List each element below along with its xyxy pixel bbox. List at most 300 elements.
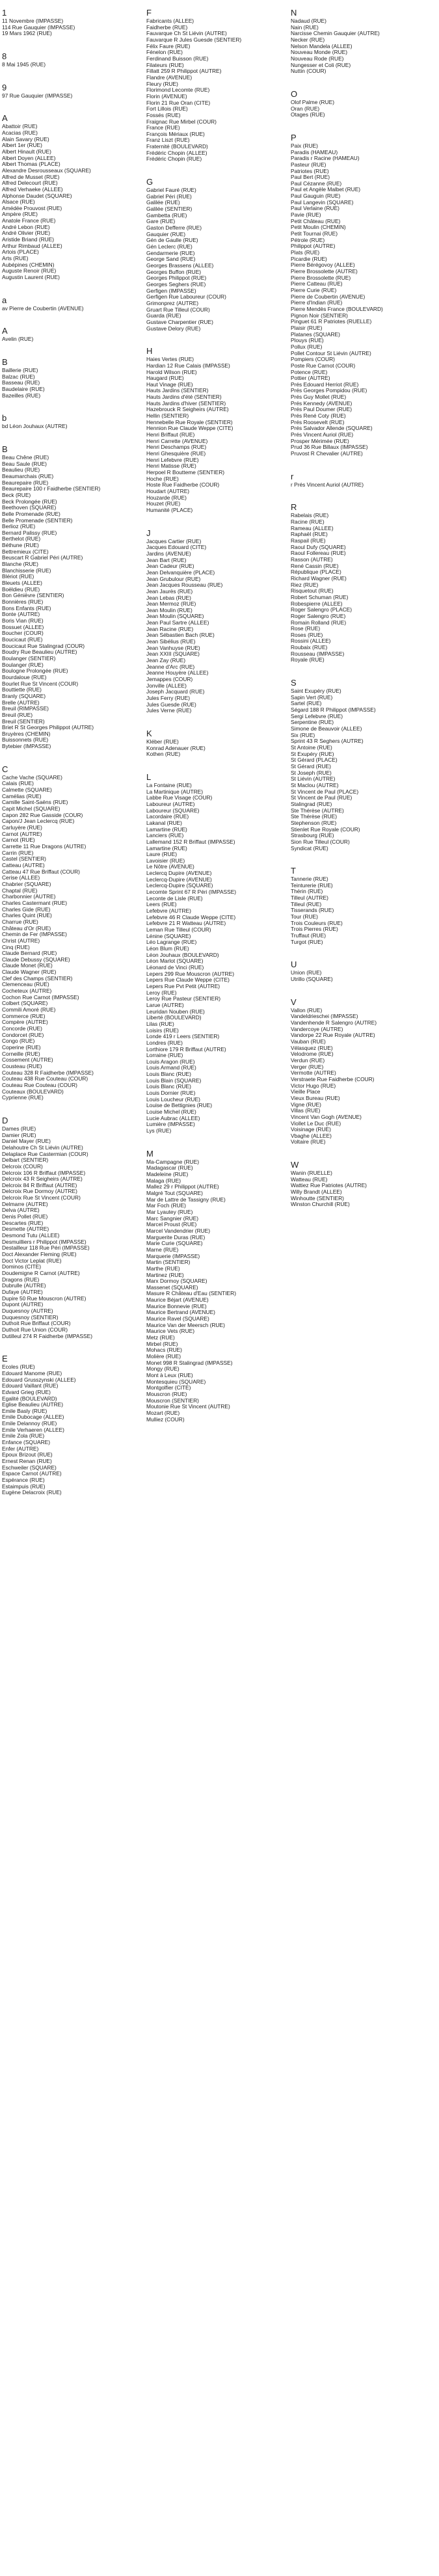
street-entry: Vandorpe 22 Rue Royale (AUTRE) (291, 1032, 375, 1039)
section-letter-heading: H (146, 346, 153, 356)
street-entry: Boris Vian (RUE) (2, 618, 44, 624)
street-entry: Destailleur 118 Rue Péri (IMPASSE) (2, 1245, 90, 1252)
street-entry: Breuil (RIMPASSE) (2, 706, 49, 712)
street-entry: Mar Foch (RUE) (146, 1203, 186, 1209)
index-column-2 (146, 8, 286, 1437)
street-entry: Franz Liszt (RUE) (146, 137, 190, 144)
street-entry: Paradis r Racine (HAMEAU) (291, 155, 360, 162)
street-entry: Galilée (RUE) (146, 200, 180, 206)
street-entry: Corneille (RUE) (2, 1051, 40, 1057)
street-entry: Pompiers (COUR) (291, 356, 335, 363)
street-entry: Vermotte (AUTRE) (291, 1070, 336, 1077)
street-entry: Duthoit Rue Union (COUR) (2, 1326, 68, 1333)
street-entry: Damier (RUE) (2, 1132, 36, 1138)
street-entry: Nadaud (RUE) (291, 18, 326, 24)
letter-section (146, 528, 286, 714)
street-entry: Truffaut (RUE) (291, 933, 326, 939)
street-entry: Couteau 438 Rue Couteau (COUR) (2, 1076, 88, 1082)
street-entry: Chaptal (RUE) (2, 887, 38, 894)
street-entry: Charrue (RUE) (2, 919, 38, 925)
street-entry: Balzac (RUE) (2, 373, 35, 380)
street-entry: Beethoven (SQUARE) (2, 505, 57, 511)
street-entry: Plats (RUE) (291, 250, 320, 256)
street-entry: Carnot (AUTRE) (2, 831, 42, 837)
street-entry: Eugène Delacroix (RUE) (2, 1490, 62, 1496)
street-entry: Willy Brandt (ALLEE) (291, 1189, 342, 1196)
street-entry: Malgré Tout (SQUARE) (146, 1190, 203, 1196)
street-entry: Winhoutte (SENTIER) (291, 1195, 344, 1201)
street-entry: Prosper Mérimée (RUE) (291, 438, 349, 444)
street-entry: Alsace (RUE) (2, 199, 35, 206)
street-entry: Béthune (RUE) (2, 543, 39, 549)
street-entry: Gustave Charpentier (RUE) (146, 319, 213, 325)
street-entry: Louis Dornier (RUE) (146, 1090, 196, 1097)
street-entry: Richard Wagner (RUE) (291, 575, 347, 582)
street-entry: Delmarre (AUTRE) (2, 1201, 48, 1207)
street-entry: Vincent Van Gogh (AVENUE) (291, 1114, 362, 1120)
street-entry: 97 Rue Gauquier (IMPASSE) (2, 92, 73, 99)
section-letter-heading: a (2, 295, 7, 305)
street-entry: Riez (RUE) (291, 582, 319, 588)
street-entry: Leers (RUE) (146, 902, 177, 908)
street-entry: Espace Carnot (AUTRE) (2, 1471, 62, 1477)
street-entry: Couteau 328 R Faidherbe (IMPASSE) (2, 1069, 94, 1076)
street-entry: Hoste Rue Faidherbe (COUR) (146, 482, 220, 489)
street-entry: Sergi Lefebvre (RUE) (291, 713, 343, 719)
street-entry: Léonard de Vinci (RUE) (146, 964, 204, 971)
street-entry: Hardian 12 Rue Calais (IMPASSE) (146, 362, 230, 369)
street-entry: Tilleul (AUTRE) (291, 895, 328, 902)
street-entry: Lefebvre 21 R Watteau (AUTRE) (146, 920, 226, 927)
street-entry: Mouscron (SENTIER) (146, 1397, 199, 1404)
street-entry: Basseau (RUE) (2, 380, 40, 386)
street-entry: André Olivier (RUE) (2, 230, 50, 237)
street-entry: Léon Blum (RUE) (146, 946, 189, 952)
street-entry: Gustave Delory (RUE) (146, 325, 201, 332)
street-entry: Jean Sibélius (RUE) (146, 639, 196, 645)
street-entry: Emile Basly (RUE) (2, 1408, 47, 1414)
street-entry: Prés Vincent Auriol (RUE) (291, 432, 354, 438)
section-letter-heading: T (291, 866, 296, 876)
street-entry: Mongy (RUE) (146, 1366, 180, 1373)
street-entry: Bons Enfants (RUE) (2, 605, 51, 611)
street-entry: Eglise Beaulieu (AUTRE) (2, 1402, 64, 1408)
street-entry: Paul Bert (RUE) (291, 174, 330, 181)
street-entry: Paradis (HAMEAU) (291, 149, 338, 155)
street-entry: Calais (RUE) (2, 781, 34, 787)
street-entry: Dutilleul 274 R Faidherbe (IMPASSE) (2, 1333, 93, 1339)
street-entry: Artois (PLACE) (2, 249, 39, 256)
street-entry: Alphonse Daudet (SQUARE) (2, 193, 72, 199)
street-entry: Trois Pierres (RUE) (291, 926, 338, 933)
street-entry: Paul Cézanne (RUE) (291, 180, 342, 187)
street-entry: Lanciers (RUE) (146, 833, 184, 839)
street-entry: Louise Michel (RUE) (146, 1109, 196, 1116)
street-entry: Gambetta (RUE) (146, 212, 187, 219)
street-entry: Raoul Dufy (SQUARE) (291, 544, 346, 550)
street-entry: Montesquieu (SQUARE) (146, 1378, 206, 1385)
street-entry: Le Nôtre (AVENUE) (146, 864, 194, 870)
street-entry: Berlioz (RUE) (2, 524, 36, 530)
street-entry: Lacordaire (RUE) (146, 814, 189, 820)
street-entry: Rose (RUE) (291, 626, 321, 632)
street-entry: Prés Edouard Herriot (RUE) (291, 381, 359, 388)
street-entry: Commili Amoré (RUE) (2, 1007, 56, 1013)
street-entry: Hoche (RUE) (146, 476, 179, 482)
street-entry: Pierre Brossolette (RUE) (291, 275, 351, 281)
street-entry: Madeleine (RUE) (146, 1172, 189, 1177)
street-entry: Gendarmerie (RUE) (146, 250, 195, 256)
street-entry: Blériot (RUE) (2, 574, 34, 580)
street-entry: Cossement (AUTRE) (2, 1057, 53, 1064)
street-entry: Prud 36 Rue Billaux (IMPASSE) (291, 444, 368, 451)
street-entry: Jean Racine (RUE) (146, 626, 194, 632)
street-entry: Cyprienne (RUE) (2, 1095, 44, 1101)
street-entry: Florimond Lecomte (RUE) (146, 87, 210, 94)
street-entry: Sion Rue Tilleul (COUR) (291, 839, 350, 845)
street-entry: Villas (RUE) (291, 1108, 321, 1114)
street-entry: Catteau (AUTRE) (2, 862, 45, 868)
street-entry: Plaisir (RUE) (291, 325, 323, 331)
street-entry: Viollet Le Duc (RUE) (291, 1120, 341, 1127)
street-entry: Camélias (RUE) (2, 793, 42, 799)
street-entry: Condorcet (RUE) (2, 1032, 44, 1038)
section-letter-heading: P (291, 132, 297, 142)
street-entry: Henri Carrette (AVENUE) (146, 438, 208, 444)
street-entry: Wattiez Rue Patriotes (AUTRE) (291, 1183, 367, 1189)
street-entry: Mar de Lattre de Tassigny (RUE) (146, 1196, 226, 1203)
street-entry: Delcroix Rue Dormoy (AUTRE) (2, 1188, 77, 1195)
street-entry: Carluyère (RUE) (2, 825, 42, 831)
street-entry: Albert Doyen (ALLEE) (2, 155, 56, 161)
street-entry: Tour (RUE) (291, 914, 318, 920)
street-entry: Congo (RUE) (2, 1038, 35, 1045)
street-entry: Claude Wagner (RUE) (2, 969, 57, 976)
street-entry: Hauts Jardins (SENTIER) (146, 388, 209, 394)
street-entry: Marcel Proust (RUE) (146, 1222, 197, 1228)
street-entry: Louise de Bettignies (RUE) (146, 1103, 213, 1109)
section-letter-heading: B (2, 444, 8, 454)
street-entry: Hazebrouck R Seigheirs (AUTRE) (146, 407, 229, 413)
street-entry: Londres (RUE) (146, 1040, 183, 1046)
street-entry: Kléber (RUE) (146, 738, 179, 745)
letter-section (291, 997, 431, 1146)
street-entry: Stienlet Rue Royale (COUR) (291, 826, 360, 833)
street-entry: Gaston Defferre (RUE) (146, 225, 202, 232)
street-entry: Dames (RUE) (2, 1125, 36, 1132)
street-entry: Six (RUE) (291, 732, 315, 738)
street-entry: Paul Langevin (SQUARE) (291, 199, 354, 206)
street-entry: Georges Buffon (RUE) (146, 269, 202, 275)
street-entry: Cache Vache (SQUARE) (2, 774, 62, 781)
letter-section (146, 177, 286, 332)
street-entry: St Gérard (PLACE) (291, 757, 338, 764)
street-entry: Kothen (RUE) (146, 751, 181, 758)
street-entry: Petit Moulin (CHEMIN) (291, 224, 346, 231)
street-entry: François Mériaux (RUE) (146, 131, 205, 137)
street-entry: Henri Matisse (RUE) (146, 463, 196, 470)
street-entry: Robespierre (ALLEE) (291, 600, 343, 607)
street-entry: Pignon Noir (SENTIER) (291, 312, 348, 319)
letter-section (146, 346, 286, 513)
street-entry: Gerfigen (IMPASSE) (146, 288, 196, 294)
street-entry: Fauvarque Ch St Liévin (AUTRE) (146, 31, 227, 37)
section-letter-heading: N (291, 8, 297, 18)
street-entry: Victor Hugo (RUE) (291, 1082, 336, 1089)
street-entry: Martinez (RUE) (146, 1272, 184, 1278)
street-entry: Metz (RUE) (146, 1335, 175, 1341)
street-entry: Gerfigen Rue Laboureur (COUR) (146, 294, 226, 301)
street-entry: Lumière (IMPASSE) (146, 1121, 195, 1128)
street-entry: France (RUE) (146, 125, 180, 131)
street-entry: Jean Cadeur (RUE) (146, 563, 194, 570)
street-entry: Dufaye (AUTRE) (2, 1289, 43, 1295)
street-entry: Mar Lyautey (RUE) (146, 1209, 193, 1215)
street-entry: Blanche (RUE) (2, 561, 38, 568)
street-entry: Jardins (AVENUE) (146, 550, 191, 557)
street-entry: Ferdinand Buisson (RUE) (146, 55, 209, 62)
street-entry: St Vincent de Paul (RUE) (291, 795, 353, 801)
street-entry: Lefebvre (AUTRE) (146, 908, 191, 915)
street-entry: Jules Verne (RUE) (146, 708, 192, 714)
street-entry: Jean Jaurès (RUE) (146, 588, 193, 595)
street-entry: Cocheteux (AUTRE) (2, 988, 52, 995)
street-entry: Vallon (RUE) (291, 1007, 323, 1013)
street-entry: Desmuilliers r Philippot (IMPASSE) (2, 1239, 86, 1245)
street-entry: Estaimpuis (RUE) (2, 1483, 46, 1490)
street-entry: 8 Mai 1945 (RUE) (2, 61, 46, 68)
street-entry: Jean Mermoz (RUE) (146, 601, 196, 608)
street-entry: Nelson Mandela (ALLEE) (291, 43, 353, 49)
section-letter-heading: F (146, 8, 152, 18)
street-entry: Thérin (RUE) (291, 889, 323, 895)
street-entry: Pierre de Coubertin (AVENUE) (291, 293, 366, 300)
street-entry: Hauts Jardins d'hiver (SENTIER) (146, 400, 226, 407)
street-entry: Emile Verhaeren (ALLEE) (2, 1427, 64, 1433)
street-entry: Boulanger (RUE) (2, 662, 44, 668)
street-entry: Joseph Jacquard (RUE) (146, 689, 205, 695)
street-entry: Beck (RUE) (2, 492, 31, 498)
street-entry: Plouys (RUE) (291, 338, 324, 344)
street-entry: Louis Aragon (RUE) (146, 1058, 195, 1065)
street-entry: Bonte (AUTRE) (2, 611, 40, 618)
street-entry: Mozart (RUE) (146, 1410, 180, 1416)
street-entry: Lamartine (RUE) (146, 845, 187, 852)
street-entry: Henri Lefebvre (RUE) (146, 457, 199, 463)
street-entry: 114 Rue Gauquier (IMPASSE) (2, 24, 75, 31)
street-entry: Verdun (RUE) (291, 1057, 325, 1064)
street-entry: Georges Seghers (RUE) (146, 281, 206, 288)
street-entry: Claude Debussy (SQUARE) (2, 956, 70, 963)
street-entry: Winston Churchill (RUE) (291, 1201, 350, 1208)
street-entry: Delahoutre Ch St Liévin (AUTRE) (2, 1144, 83, 1151)
street-entry: Boudry Rue Beaulieu (AUTRE) (2, 649, 77, 656)
street-entry: André Lebon (RUE) (2, 224, 50, 230)
section-letter-heading: O (291, 88, 298, 99)
letter-section (2, 1116, 142, 1339)
street-entry: Boulogne Prolongée (RUE) (2, 668, 68, 675)
street-entry: Belle Promenade (SENTIER) (2, 517, 73, 524)
street-entry: Berthelot (RUE) (2, 536, 41, 543)
street-entry: Racine (RUE) (291, 519, 325, 525)
street-entry: Marthe (RUE) (146, 1265, 180, 1272)
letter-section (291, 89, 431, 118)
street-entry: Jean Vanhuyse (RUE) (146, 645, 200, 651)
street-entry: Albert Hinault (RUE) (2, 148, 51, 155)
street-entry: Bettremieux (CITE) (2, 548, 49, 555)
street-entry: Jacques Edouard (CITE) (146, 544, 207, 551)
street-entry: Flandre (AVENUE) (146, 74, 193, 81)
street-entry: Bouttiette (RUE) (2, 687, 42, 693)
street-entry: Stalingrad (RUE) (291, 801, 332, 807)
street-entry: Emile Dubocage (ALLEE) (2, 1414, 64, 1421)
street-entry: Haut Vinage (RUE) (146, 381, 193, 388)
street-entry: Alexandre Desrousseaux (SQUARE) (2, 167, 91, 174)
street-entry: Maurice Béjart (AVENUE) (146, 1297, 209, 1304)
street-entry: Pruvost R Chevalier (AUTRE) (291, 451, 363, 457)
street-entry: Potence (RUE) (291, 369, 328, 375)
street-entry: Fossés (RUE) (146, 112, 181, 118)
street-entry: Larue (AUTRE) (146, 1002, 184, 1008)
street-entry: La Fontaine (RUE) (146, 782, 192, 788)
street-entry: Vbaghe (ALLEE) (291, 1133, 332, 1139)
street-entry: Syndicat (RUE) (291, 845, 328, 852)
street-entry: Gabriel Péri (RUE) (146, 193, 192, 200)
street-entry: Prés Guy Mollet (RUE) (291, 394, 347, 401)
section-letter-heading: r (291, 471, 294, 481)
street-entry: Serpentine (RUE) (291, 719, 334, 726)
street-entry: Filateurs (RUE) (146, 62, 184, 68)
street-entry: Haugard (RUE) (146, 375, 184, 382)
street-entry: Edouard Vaillant (RUE) (2, 1383, 59, 1389)
street-entry: Necker (RUE) (291, 36, 325, 43)
street-entry: Pollet Contour St Liévin (AUTRE) (291, 350, 371, 356)
street-entry: Marne (RUE) (146, 1246, 179, 1253)
street-entry: Delaplace Rue Castermian (COUR) (2, 1151, 88, 1157)
street-entry: Alfred Verhaeke (ALLEE) (2, 186, 63, 193)
street-entry: Ecoles (RUE) (2, 1364, 35, 1371)
street-entry: Royale (RUE) (291, 657, 325, 664)
street-entry: Baudelaire (RUE) (2, 386, 45, 392)
letter-section (2, 413, 142, 430)
street-entry: Jonville (ALLEE) (146, 682, 187, 689)
street-entry: Lefebvre 46 R Claude Weppe (CITE) (146, 914, 236, 920)
street-entry: Verstraete Rue Faidherbe (COUR) (291, 1076, 375, 1082)
street-entry: Teinturerie (RUE) (291, 882, 333, 889)
street-entry: Fillatt 259 R Philippot (AUTRE) (146, 68, 222, 75)
street-entry: Jean Paul Sartre (ALLEE) (146, 620, 209, 626)
street-entry: Fort Lillois (RUE) (146, 106, 188, 113)
street-entry: Jean Bart (RUE) (146, 557, 187, 563)
section-letter-heading: C (2, 764, 8, 774)
street-entry: Haies Vertes (RUE) (146, 356, 194, 363)
street-entry: Emile Delannoy (RUE) (2, 1421, 57, 1427)
street-entry: Dominos (CITE) (2, 1264, 42, 1270)
street-entry: Jules Guesde (RUE) (146, 701, 196, 708)
street-entry: Gabriel Fauré (RUE) (146, 187, 196, 194)
street-entry: Gare (RUE) (146, 219, 176, 225)
street-entry: Henri Deschamps (RUE) (146, 444, 207, 451)
street-entry: Platanes (SQUARE) (291, 331, 340, 338)
street-entry: Lallemand 152 R Briffaut (IMPASSE) (146, 839, 235, 845)
street-entry: Strasbourg (RUE) (291, 833, 334, 839)
street-entry: République (PLACE) (291, 569, 341, 576)
street-entry: Hauts Jardins d'été (SENTIER) (146, 394, 222, 401)
street-entry: Dragons (RUE) (2, 1276, 40, 1283)
street-entry: Leclercq-Dupire (AVENUE) (146, 876, 212, 883)
street-entry: Houzet (RUE) (146, 501, 181, 507)
street-entry: Charles Gide (RUE) (2, 906, 51, 913)
section-letter-heading: U (291, 959, 297, 970)
street-entry: Ernest Renan (RUE) (2, 1458, 52, 1465)
letter-section (146, 8, 286, 163)
street-entry: Buissonnets (RUE) (2, 737, 49, 744)
street-entry: Leconte de Lisle (RUE) (146, 895, 203, 902)
street-entry: Lecomte Sprint 67 R Péri (IMPASSE) (146, 889, 237, 896)
street-entry: Couteau Rue Couteau (COUR) (2, 1082, 77, 1088)
street-entry: Madagascar (RUE) (146, 1165, 193, 1172)
street-entry: Fraignac Rue Mirbel (COUR) (146, 118, 217, 125)
street-entry: Gén de Gaulle (RUE) (146, 237, 198, 244)
street-entry: Rousseau (IMPASSE) (291, 651, 345, 657)
street-entry: Desmette (AUTRE) (2, 1226, 49, 1233)
street-entry: René Cassin (RUE) (291, 563, 339, 569)
street-entry: Bruyères (CHEMIN) (2, 731, 51, 737)
street-entry: Bonnières (RUE) (2, 599, 44, 606)
street-entry: Gén Leclerc (RUE) (146, 244, 193, 250)
street-entry: Bernard Palissy (RUE) (2, 530, 57, 536)
section-letter-heading: G (146, 177, 153, 187)
street-entry: Humanité (PLACE) (146, 507, 193, 513)
street-entry: Dubrulle (AUTRE) (2, 1283, 46, 1289)
street-entry: Arts (RUE) (2, 256, 29, 262)
street-entry: Auguste Renoir (RUE) (2, 268, 57, 275)
street-entry: Capon/J Jean Leclercq (RUE) (2, 818, 75, 825)
letter-section (291, 472, 431, 489)
street-entry: Léon Marlot (SQUARE) (146, 958, 204, 965)
section-letter-heading: B (2, 357, 8, 367)
street-entry: Blanchisserie (RUE) (2, 567, 51, 574)
street-entry: Jean XXIII (SQUARE) (146, 651, 200, 658)
street-entry: Descartes (RUE) (2, 1220, 44, 1226)
street-entry: Jean Moulin (SQUARE) (146, 613, 204, 620)
street-entry: Jean Grubulour (RUE) (146, 576, 201, 582)
street-entry: Nouveau Rode (RUE) (291, 55, 344, 62)
street-entry: Leuridan Nouben (RUE) (146, 1008, 205, 1015)
street-entry: Petit Château (RUE) (291, 218, 341, 224)
street-entry: Montgolfier (CITE) (146, 1385, 191, 1391)
street-entry: Jeanne Houyère (ALLEE) (146, 670, 209, 677)
street-entry: Frédéric Chopin (ALLEE) (146, 150, 207, 156)
street-entry: Prés Roosevelt (RUE) (291, 419, 345, 425)
street-entry: Henri Briffaut (RUE) (146, 432, 195, 438)
street-entry: Charbonnier (AUTRE) (2, 894, 56, 900)
letter-section (291, 502, 431, 664)
street-entry: Boucicaut (RUE) (2, 636, 43, 643)
street-entry: Prés Georges Pompidou (RUE) (291, 388, 367, 394)
street-entry: Prés René Coty (RUE) (291, 413, 346, 420)
street-entry: Breuil (SENTIER) (2, 718, 45, 725)
street-entry: St Maclou (AUTRE) (291, 782, 339, 788)
street-entry: Malaga (RUE) (146, 1177, 181, 1184)
street-entry: George Sand (RUE) (146, 256, 196, 263)
street-entry: Cochon Rue Carnot (IMPASSE) (2, 994, 79, 1000)
street-entry: Guarda (RUE) (146, 313, 181, 319)
street-entry: Abattoir (RUE) (2, 124, 38, 130)
street-entry: Florin 21 Rue Oran (CITE) (146, 100, 211, 106)
street-entry: Beaurepaire (RUE) (2, 479, 49, 486)
street-entry: Beau Chêne (RUE) (2, 454, 49, 461)
